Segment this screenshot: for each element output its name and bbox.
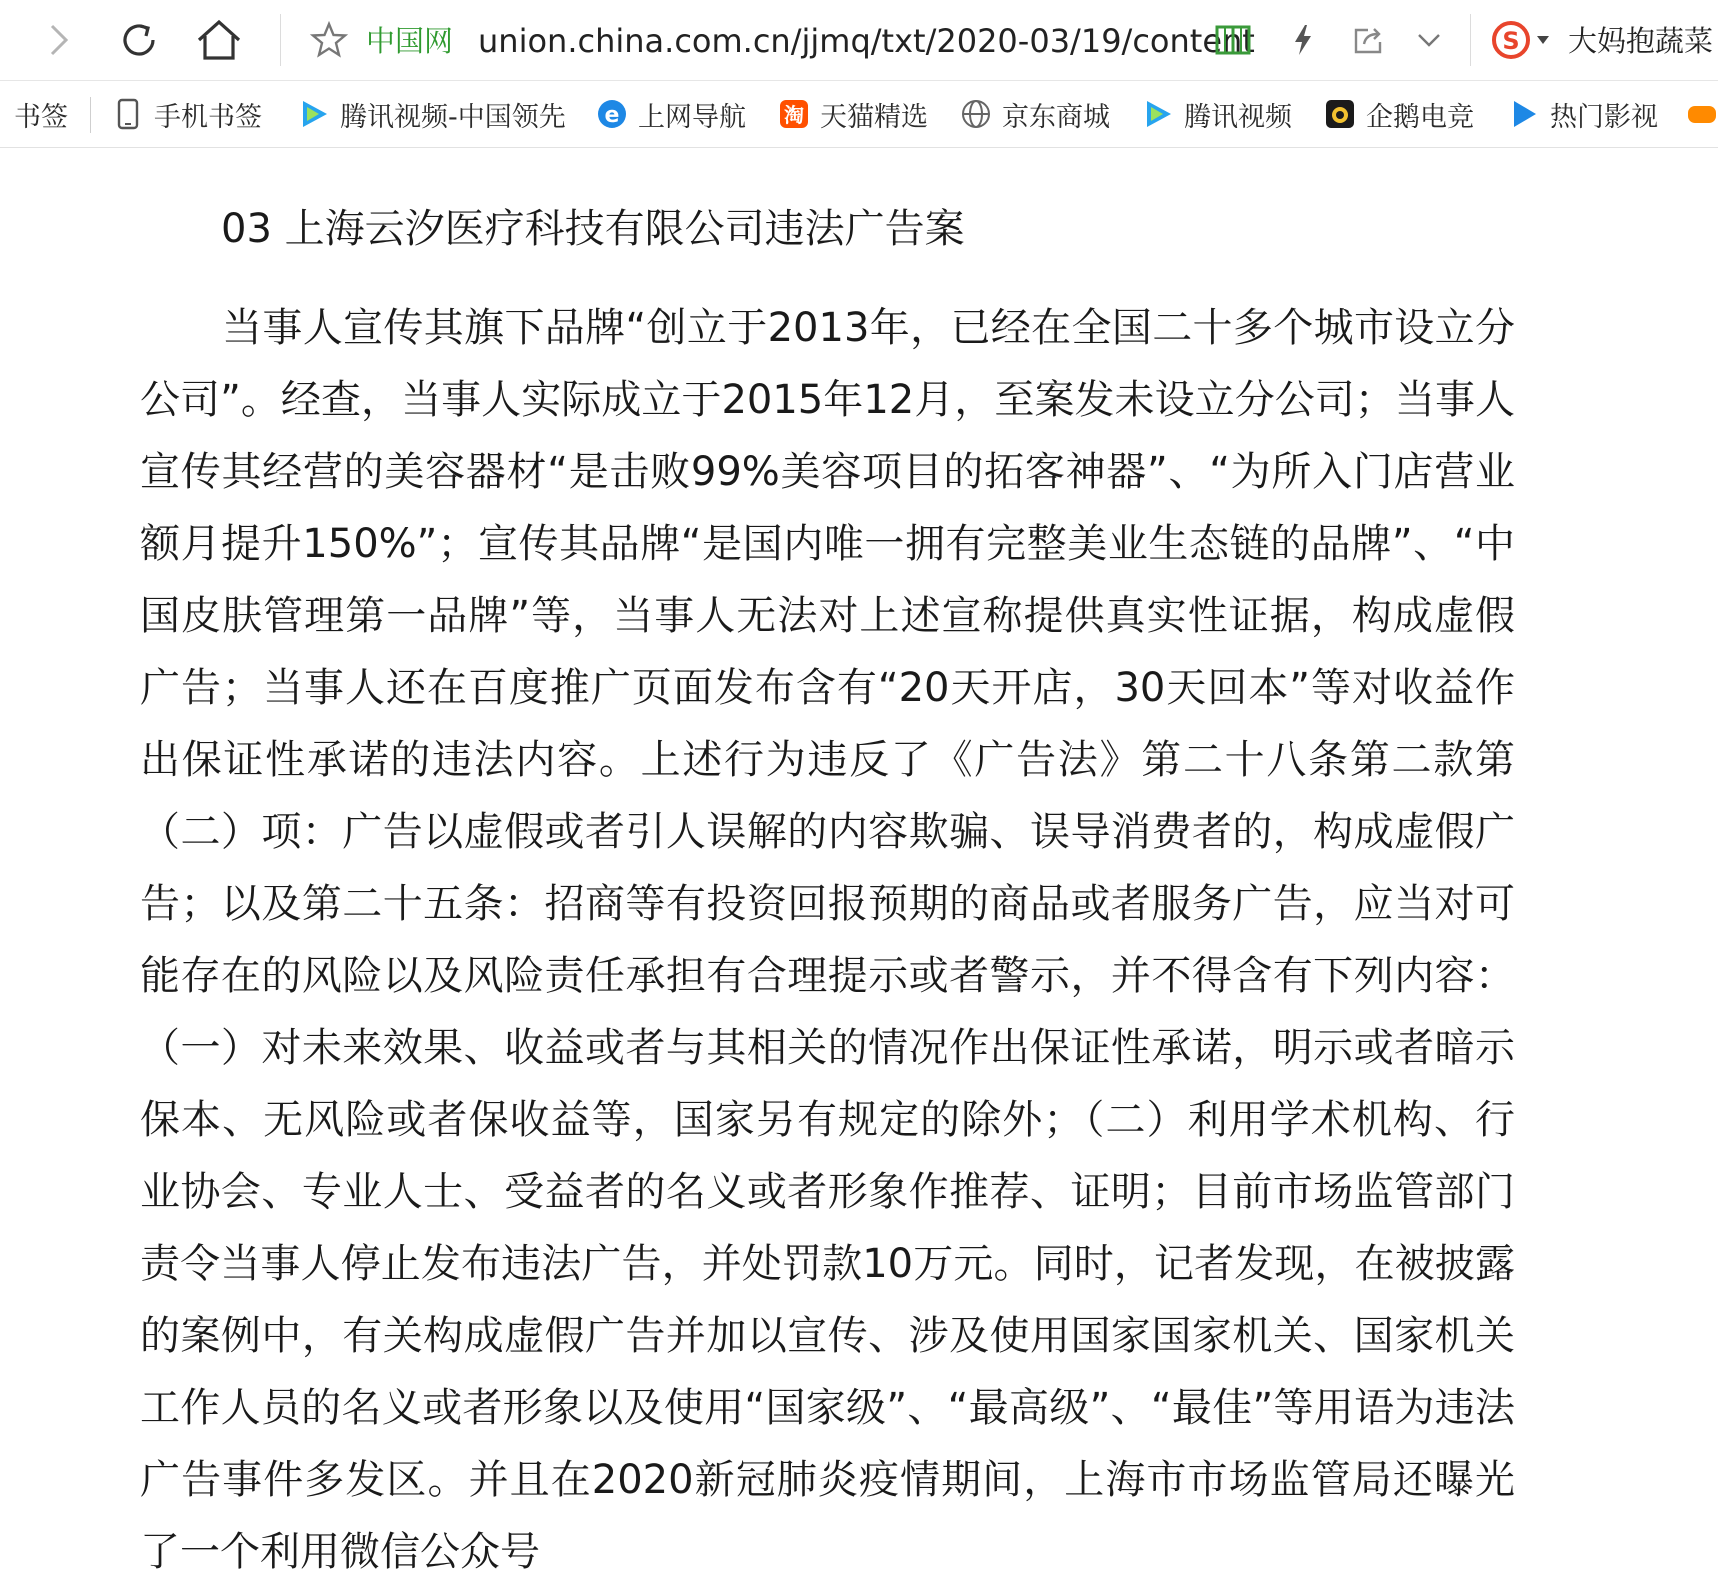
bookmark-label: 手机书签 bbox=[154, 101, 262, 133]
refresh-button[interactable] bbox=[114, 15, 164, 65]
url-dropdown-button[interactable] bbox=[1404, 15, 1454, 65]
svg-text:淘: 淘 bbox=[784, 103, 804, 127]
svg-text:e: e bbox=[604, 103, 620, 128]
bookmark-item-mobile[interactable] bbox=[112, 81, 262, 147]
toolbar-divider bbox=[280, 14, 281, 66]
ie-icon bbox=[596, 98, 628, 130]
star-icon bbox=[310, 21, 348, 59]
bookmarks-divider bbox=[90, 97, 91, 133]
bookmark-item-navigation[interactable] bbox=[596, 81, 746, 147]
search-box-text[interactable]: 大妈抱蔬菜 bbox=[1568, 24, 1714, 58]
bookmark-label: 上网导航 bbox=[638, 101, 746, 133]
svg-text:S: S bbox=[1502, 27, 1520, 55]
address-bar-url[interactable]: union.china.com.cn/jjmq/txt/2020-03/19/content bbox=[478, 22, 1255, 60]
home-icon bbox=[196, 18, 242, 62]
gamepad-icon bbox=[1686, 98, 1718, 130]
chevron-right-icon bbox=[44, 20, 74, 60]
chevron-down-icon bbox=[1416, 31, 1442, 49]
toolbar-divider bbox=[1470, 14, 1471, 66]
bookmark-label: 书签 bbox=[14, 101, 68, 133]
home-button[interactable] bbox=[194, 15, 244, 65]
bookmark-label: 天猫精选 bbox=[820, 101, 928, 133]
phone-icon bbox=[112, 98, 144, 130]
book-icon bbox=[1214, 24, 1252, 56]
play-icon bbox=[1508, 98, 1540, 130]
bookmark-item-game[interactable] bbox=[1686, 81, 1728, 147]
search-engine-dropdown[interactable] bbox=[1528, 15, 1558, 65]
globe-icon bbox=[960, 98, 992, 130]
bookmark-item-tencent-video[interactable] bbox=[1142, 81, 1292, 147]
bookmark-item-tmall[interactable] bbox=[778, 81, 928, 147]
article-paragraph: 当事人宣传其旗下品牌“创立于2013年，已经在全国二十多个城市设立分公司”。经查，当事人实际成立于2015年12月，至案发未设立分公司；当事人宣传其经营的美容器材“是击败99%美容项目的拓客神器”、“为所入门店营业额月提升150%”；宣传其品牌“是国内唯一拥有完整美业生态链的品牌”、“中国皮肤管理第一品牌”等，当事人无法对上述宣称提供真实性证据，构成虚假广告；当事人还在百度推广页面发布含有“20天开店，30天回本”等对收益作出保证性承诺的违法内容。上述行为违反了《广告法》第二十八条第二款第（二）项：广告以虚假或者引人误解的内容欺骗、误导消费者的，构成虚假广告；以及第二十五条：招商等有投资回报预期的商品或者服务广告，应当对可能存在的风险以及风险责任承担有合理提示或者警示，并不得含有下列内容：（一）对未来效果、收益或者与其相关的情况作出保证性承诺，明示或者暗示保本、无风险或者保收益等，国家另有规定的除外；（二）利用学术机构、行业协会、专业人士、受益者的名义或者形象作推荐、证明；目前市场监管部门责令当事人停止发布违法广告，并处罚款10万元。同时，记者发现，在被披露的案例中，有关构成虚假广告并加以宣传、涉及使用国家国家机关、国家机关工作人员的名义或者形象以及使用“国家级”、“最高级”、“最佳”等用语为违法广告事件多发区。并且在2020新冠肺炎疫情期间，上海市市场监管局还曝光了一个利用微信公众号 bbox=[140, 305, 1515, 1575]
article-heading: 03 上海云汐医疗科技有限公司违法广告案 bbox=[221, 206, 965, 252]
bookmark-item-tencent-video-long[interactable] bbox=[298, 81, 568, 147]
bookmarks-bar bbox=[0, 81, 1718, 148]
share-icon bbox=[1352, 24, 1386, 56]
favorite-star-button[interactable] bbox=[304, 15, 354, 65]
taobao-icon bbox=[778, 98, 810, 130]
site-name-label: 中国网 bbox=[366, 24, 454, 58]
browser-toolbar bbox=[0, 0, 1718, 81]
bookmark-label: 京东商城 bbox=[1002, 101, 1110, 133]
lightning-button[interactable] bbox=[1278, 15, 1328, 65]
bookmark-label: 腾讯视频 bbox=[1184, 101, 1292, 133]
penguin-esports-icon bbox=[1324, 98, 1356, 130]
caret-down-icon bbox=[1536, 35, 1550, 45]
lightning-icon bbox=[1291, 23, 1315, 57]
bookmark-label: 热门影视 bbox=[1550, 101, 1658, 133]
tencent-video-icon bbox=[1142, 98, 1174, 130]
bookmark-item-bookmarks[interactable] bbox=[14, 81, 68, 147]
forward-button[interactable] bbox=[34, 15, 84, 65]
bookmark-item-penguin-esports[interactable] bbox=[1324, 81, 1474, 147]
bookmark-item-jd[interactable] bbox=[960, 81, 1110, 147]
reader-mode-button[interactable] bbox=[1208, 15, 1258, 65]
bookmark-label: 腾讯视频-中国领先 bbox=[340, 101, 566, 133]
refresh-icon bbox=[117, 18, 161, 62]
bookmark-item-hot-movies[interactable] bbox=[1508, 81, 1658, 147]
article-content bbox=[140, 200, 1515, 1588]
bookmark-label: 企鹅电竞 bbox=[1366, 101, 1474, 133]
share-button[interactable] bbox=[1344, 15, 1394, 65]
tencent-video-icon bbox=[298, 98, 330, 130]
